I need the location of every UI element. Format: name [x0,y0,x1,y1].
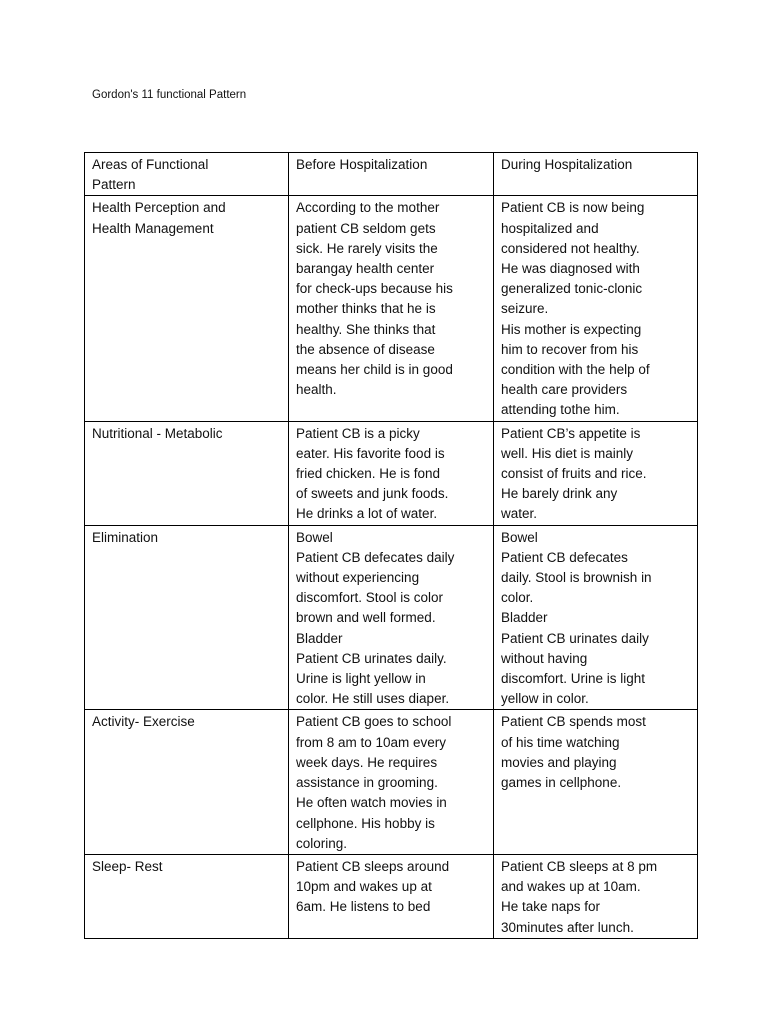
cell-line: discomfort. Urine is light [501,671,646,687]
cell-line: yellow in color. [501,691,589,707]
cell-line: from 8 am to 10am every [296,734,447,750]
cell-during [494,710,698,854]
cell-line: His mother is expecting [501,321,642,337]
cell-area [85,421,289,525]
table-body [85,153,698,939]
cell-line: Patient CB goes to school [296,714,452,730]
header-line: During Hospitalization [501,157,633,172]
cell-line: 10pm and wakes up at [296,879,432,895]
cell-line: 30minutes after lunch. [501,919,634,935]
cell-line: He often watch movies in [296,795,447,811]
cell-line: He take naps for [501,899,601,915]
cell-area [85,710,289,854]
cell-line: health. [296,382,337,398]
cell-line: him to recover from his [501,341,639,357]
cell-before [289,196,494,421]
cell-during [494,421,698,525]
functional-pattern-table [84,152,698,939]
header-line: Pattern [92,177,136,193]
cell-before [289,525,494,710]
cell-line: games in cellphone. [501,775,622,791]
cell-line: without experiencing [296,570,420,586]
cell-line: attending tothe him. [501,402,620,418]
cell-line: Bowel [501,529,538,545]
cell-line: Health Management [92,220,214,236]
header-cell-before [289,153,494,196]
cell-line: Health Perception and [92,200,226,216]
cell-during [494,525,698,710]
cell-line: without having [501,650,588,666]
cell-line: of sweets and junk foods. [296,486,449,502]
cell-line: mother thinks that he is [296,301,436,317]
table-row [85,196,698,421]
cell-line: for check-ups because his [296,281,453,297]
cell-line: Patient CB sleeps at 8 pm [501,858,658,874]
cell-before [289,854,494,938]
cell-line: Sleep- Rest [92,858,163,874]
cell-line: week days. He requires [296,754,438,770]
table-row [85,525,698,710]
table-header-row [85,153,698,196]
header-cell-areas [85,153,289,196]
cell-line: health care providers [501,382,628,398]
cell-line: the absence of disease [296,341,435,357]
table-row [85,854,698,938]
cell-line: 6am. He listens to bed [296,899,431,915]
header-line: Before Hospitalization [296,157,428,172]
cell-line: assistance in grooming. [296,775,438,791]
cell-line: and wakes up at 10am. [501,879,641,895]
cell-line: color. He still uses diaper. [296,691,450,707]
cell-line: coloring. [296,835,348,851]
cell-during [494,854,698,938]
cell-line: well. His diet is mainly [501,445,634,461]
cell-line: hospitalized and [501,220,599,236]
cell-line: He was diagnosed with [501,261,640,277]
cell-line: fried chicken. He is fond [296,466,441,482]
cell-line: Patient CB defecates [501,549,628,565]
cell-line: daily. Stool is brownish in [501,570,652,586]
document-title: Gordon's 11 functional Pattern [92,89,247,101]
table-row [85,421,698,525]
cell-line: He barely drink any [501,486,618,502]
cell-line: Patient CB is a picky [296,425,420,441]
cell-line: Patient CB spends most [501,714,646,730]
cell-line: Patient CB defecates daily [296,549,455,565]
cell-line: means her child is in good [296,362,453,378]
cell-before [289,710,494,854]
cell-line: Nutritional - Metabolic [92,425,223,441]
cell-during [494,196,698,421]
cell-line: Bowel [296,529,333,545]
cell-line: movies and playing [501,754,617,770]
cell-line: generalized tonic-clonic [501,281,643,297]
cell-area [85,525,289,710]
cell-line: condition with the help of [501,362,650,378]
header-line: Areas of Functional [92,157,209,172]
cell-line: According to the mother [296,200,440,216]
cell-line: patient CB seldom gets [296,220,436,236]
cell-area [85,196,289,421]
table-row [85,710,698,854]
cell-line: brown and well formed. [296,610,436,626]
cell-line: Urine is light yellow in [296,671,426,687]
cell-area [85,854,289,938]
cell-line: eater. His favorite food is [296,445,445,461]
cell-line: Patient CB sleeps around [296,858,450,874]
cell-line: Patient CB urinates daily [501,630,649,646]
cell-line: Patient CB is now being [501,200,645,216]
cell-line: Elimination [92,529,159,545]
cell-line: considered not healthy. [501,240,640,256]
cell-line: water. [501,506,538,522]
cell-line: He drinks a lot of water. [296,506,438,522]
cell-line: Activity- Exercise [92,714,195,730]
cell-line: healthy. She thinks that [296,321,436,337]
cell-line: color. [501,590,534,606]
cell-line: cellphone. His hobby is [296,815,435,831]
cell-line: discomfort. Stool is color [296,590,444,606]
cell-line: of his time watching [501,734,620,750]
cell-line: Patient CB’s appetite is [501,425,641,441]
cell-line: Bladder [296,630,343,646]
cell-line: consist of fruits and rice. [501,466,647,482]
cell-before [289,421,494,525]
cell-line: barangay health center [296,261,435,277]
cell-line: Patient CB urinates daily. [296,650,447,666]
cell-line: Bladder [501,610,548,626]
cell-line: sick. He rarely visits the [296,240,438,256]
cell-line: seizure. [501,301,549,317]
header-cell-during [494,153,698,196]
